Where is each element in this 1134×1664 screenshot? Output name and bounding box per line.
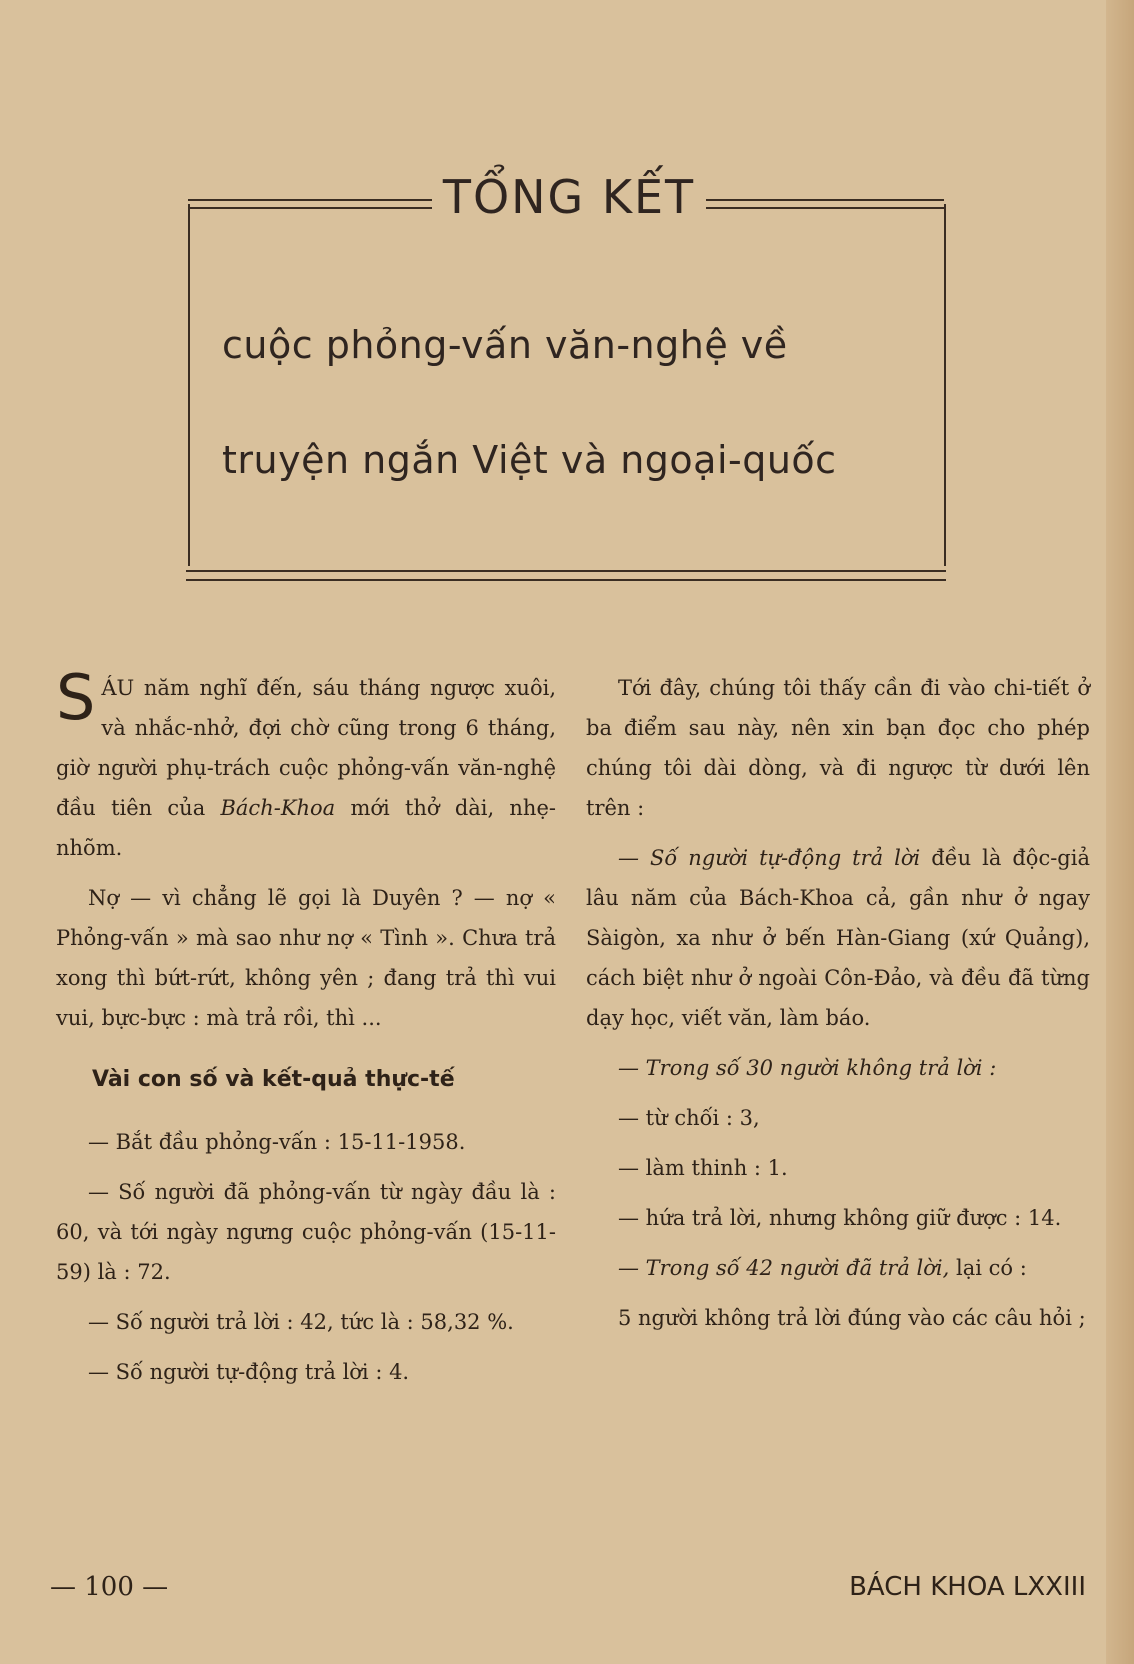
subtitle-line-1: cuộc phỏng-vấn văn-nghệ về bbox=[222, 323, 788, 367]
title-frame bbox=[188, 204, 946, 566]
answered-heading bbox=[586, 1248, 1090, 1288]
intro-end: mới thở dài, nhẹ-nhõm. bbox=[56, 796, 556, 860]
subtitle-line-2: truyện ngắn Việt và ngoại-quốc bbox=[222, 438, 837, 482]
intro-paragraph bbox=[56, 661, 556, 868]
intro-text: ÁU năm nghĩ đến, sáu tháng ngược xuôi, và nhắc-nhở, đợi chờ cũng trong 6 tháng, giờ người phụ-trách cuộc phỏng-vấn văn-nghệ đầu tiên của bbox=[56, 676, 556, 820]
promised-count: — hứa trả lời, nhưng không giữ được : 14. bbox=[618, 1206, 1062, 1230]
drop-cap: S bbox=[56, 661, 96, 734]
details-paragraph: Tới đây, chúng tôi thấy cần đi vào chi-tiết ở ba điểm sau này, nên xin bạn đọc cho phép chúng tôi dài dòng, và đi ngược từ dưới lên trên : bbox=[586, 676, 1090, 820]
no-answer-heading: — Trong số 30 người không trả lời : bbox=[618, 1056, 997, 1080]
off-topic-count: 5 người không trả lời đúng vào các câu hỏi ; bbox=[618, 1306, 1086, 1330]
title-bottom-rule bbox=[186, 570, 946, 581]
debt-paragraph: Nợ — vì chẳng lẽ gọi là Duyên ? — nợ « Phỏng-vấn » mà sao như nợ « Tình ». Chưa trả xong thì bứt-rứt, không yên ; đang trả thì vui vui, bực-bực : mà trả rồi, thì ... bbox=[56, 886, 556, 1030]
stat-voluntary: — Số người tự-động trả lời : 4. bbox=[88, 1360, 410, 1384]
magazine-name: Bách-Khoa bbox=[220, 796, 336, 820]
page-title: TỔNG KẾT bbox=[442, 170, 696, 224]
stat-answered: — Số người trả lời : 42, tức là : 58,32 %. bbox=[88, 1310, 514, 1334]
stat-start-date: — Bắt đầu phỏng-vấn : 15-11-1958. bbox=[88, 1130, 466, 1154]
left-column bbox=[56, 661, 556, 1402]
page-edge bbox=[1106, 0, 1134, 1664]
voluntary-head: — Số người tự-động trả lời bbox=[618, 846, 921, 870]
refused-count: — từ chối : 3, bbox=[618, 1106, 760, 1130]
section-heading: Vài con số và kết-quả thực-tế bbox=[92, 1067, 455, 1092]
answered-head-text: — Trong số 42 người đã trả lời, bbox=[618, 1256, 950, 1280]
right-column bbox=[586, 668, 1090, 1348]
voluntary-text: đều là độc-giả lâu năm của Bách-Khoa cả, gần như ở ngay Sàigòn, xa như ở bến Hàn-Giang (xứ Quảng), cách biệt như ở ngoài Côn-Đảo, và đều đã từng dạy học, viết văn, làm báo. bbox=[586, 846, 1090, 1030]
voluntary-paragraph bbox=[586, 838, 1090, 1038]
stat-interviewed: — Số người đã phỏng-vấn từ ngày đầu là : 60, và tới ngày ngưng cuộc phỏng-vấn (15-11-59) là : 72. bbox=[56, 1180, 556, 1284]
publication-name: BÁCH KHOA LXXIII bbox=[849, 1572, 1086, 1602]
silent-count: — làm thinh : 1. bbox=[618, 1156, 788, 1180]
page-number: — 100 — bbox=[50, 1572, 169, 1602]
answered-tail-text: lại có : bbox=[955, 1256, 1027, 1280]
